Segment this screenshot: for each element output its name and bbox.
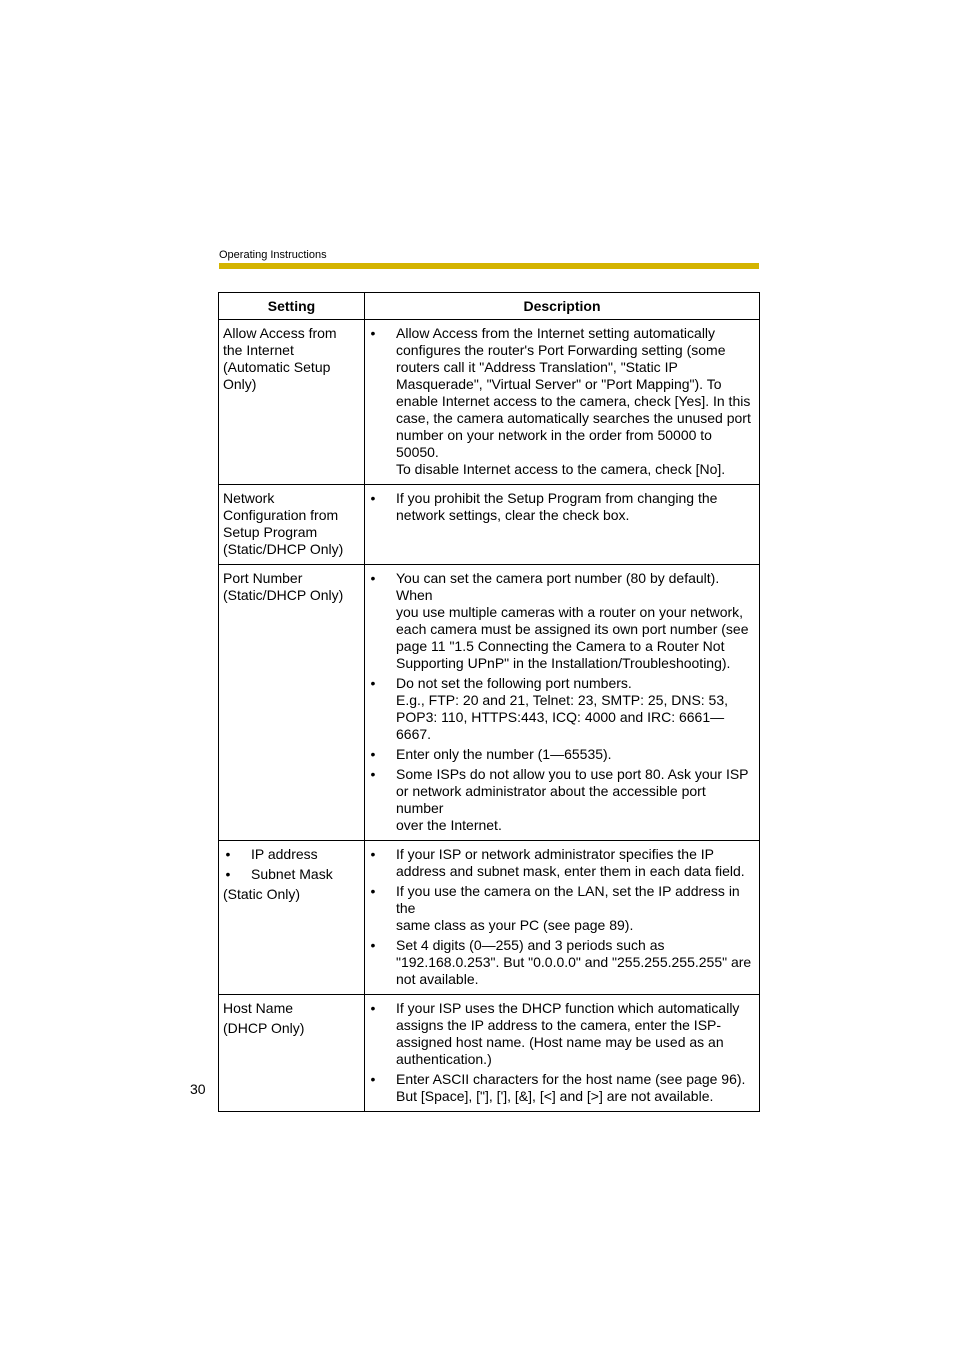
table-row — [219, 841, 760, 995]
list-item — [368, 1000, 755, 1068]
setting-note: (DHCP Only) — [223, 1020, 305, 1036]
bullet-text: Allow Access from the Internet setting automatically configures the router's Port Forwarding setting (some routers call it "Address Translation", "Static IP Masquerade", "Virtual Server" or "Port Mapping"). To enable Internet access to the camera, check [Yes]. In this case, the camera automatically searches the unused port number on your network in the order from 50000 to 50050. To disable Internet access to the camera, check [No]. — [396, 325, 751, 477]
description-cell — [365, 995, 760, 1112]
setting-note: (Static Only) — [223, 886, 301, 902]
page-number: 30 — [190, 1081, 206, 1097]
bullet-icon: • — [370, 766, 376, 782]
list-item — [368, 1071, 755, 1105]
bullet-icon: • — [370, 570, 376, 586]
setting-cell — [219, 841, 365, 995]
bullet-icon: • — [370, 883, 376, 899]
running-title: Operating Instructions — [219, 249, 327, 261]
bullet-icon: • — [225, 846, 231, 862]
bullet-text: If you use the camera on the LAN, set the IP address in the same class as your PC (see page 89). — [396, 883, 740, 933]
description-cell — [365, 565, 760, 841]
setting-item: IP address — [251, 846, 318, 862]
bullet-text: Enter only the number (1—65535). — [396, 746, 612, 762]
list-item — [223, 846, 360, 863]
list-item — [368, 675, 755, 743]
bullet-icon: • — [370, 490, 376, 506]
list-item — [368, 846, 755, 880]
setting-cell: Allow Access from the Internet (Automatic Setup Only) — [219, 320, 365, 485]
description-cell — [365, 320, 760, 485]
setting-cell: Port Number (Static/DHCP Only) — [219, 565, 365, 841]
column-header-setting: Setting — [219, 293, 365, 320]
bullet-text: Set 4 digits (0—255) and 3 periods such as "192.168.0.253". But "0.0.0.0" and "255.255.255.255" are not available. — [396, 937, 752, 987]
description-cell — [365, 485, 760, 565]
header-rule — [219, 263, 759, 269]
list-item — [368, 490, 755, 524]
list-item — [368, 883, 755, 934]
bullet-icon: • — [370, 1071, 376, 1087]
setting-item: Subnet Mask — [251, 866, 333, 882]
table-header-row — [219, 293, 760, 320]
list-item — [223, 866, 360, 883]
bullet-icon: • — [225, 866, 231, 882]
bullet-icon: • — [370, 846, 376, 862]
list-item — [368, 766, 755, 834]
table-row — [219, 995, 760, 1112]
table-row — [219, 485, 760, 565]
bullet-icon: • — [370, 1000, 376, 1016]
bullet-text: If your ISP or network administrator specifies the IP address and subnet mask, enter them in each data field. — [396, 846, 745, 879]
bullet-icon: • — [370, 746, 376, 762]
description-cell — [365, 841, 760, 995]
list-item — [368, 937, 755, 988]
setting-cell — [219, 995, 365, 1112]
table-row — [219, 565, 760, 841]
table-row — [219, 320, 760, 485]
bullet-text: Some ISPs do not allow you to use port 80. Ask your ISP or network administrator about the accessible port number over the Internet. — [396, 766, 749, 833]
bullet-text: Do not set the following port numbers. E.g., FTP: 20 and 21, Telnet: 23, SMTP: 25, DNS: 53, POP3: 110, HTTPS:443, ICQ: 4000 and IRC: 6661—6667. — [396, 675, 729, 742]
bullet-icon: • — [370, 937, 376, 953]
column-header-description: Description — [365, 293, 760, 320]
setting-cell: Network Configuration from Setup Program (Static/DHCP Only) — [219, 485, 365, 565]
bullet-text: If your ISP uses the DHCP function which automatically assigns the IP address to the camera, enter the ISP- assigned host name. (Host name may be used as an authentication.) — [396, 1000, 740, 1067]
bullet-text: You can set the camera port number (80 by default). When you use multiple cameras with a router on your network, each camera must be assigned its own port number (see page 11 "1.5 Connecting the Camera to a Router Not Supporting UPnP" in the Installation/Troubleshooting). — [396, 570, 749, 671]
bullet-icon: • — [370, 675, 376, 691]
settings-table — [218, 292, 760, 1112]
setting-item: Host Name — [223, 1000, 294, 1016]
list-item — [368, 570, 755, 672]
bullet-icon: • — [370, 325, 376, 341]
list-item — [368, 746, 755, 763]
list-item — [368, 325, 755, 478]
bullet-text: Enter ASCII characters for the host name (see page 96). But [Space], ["], ['], [&], [<] and [>] are not available. — [396, 1071, 746, 1104]
bullet-text: If you prohibit the Setup Program from changing the network settings, clear the check box. — [396, 490, 718, 523]
